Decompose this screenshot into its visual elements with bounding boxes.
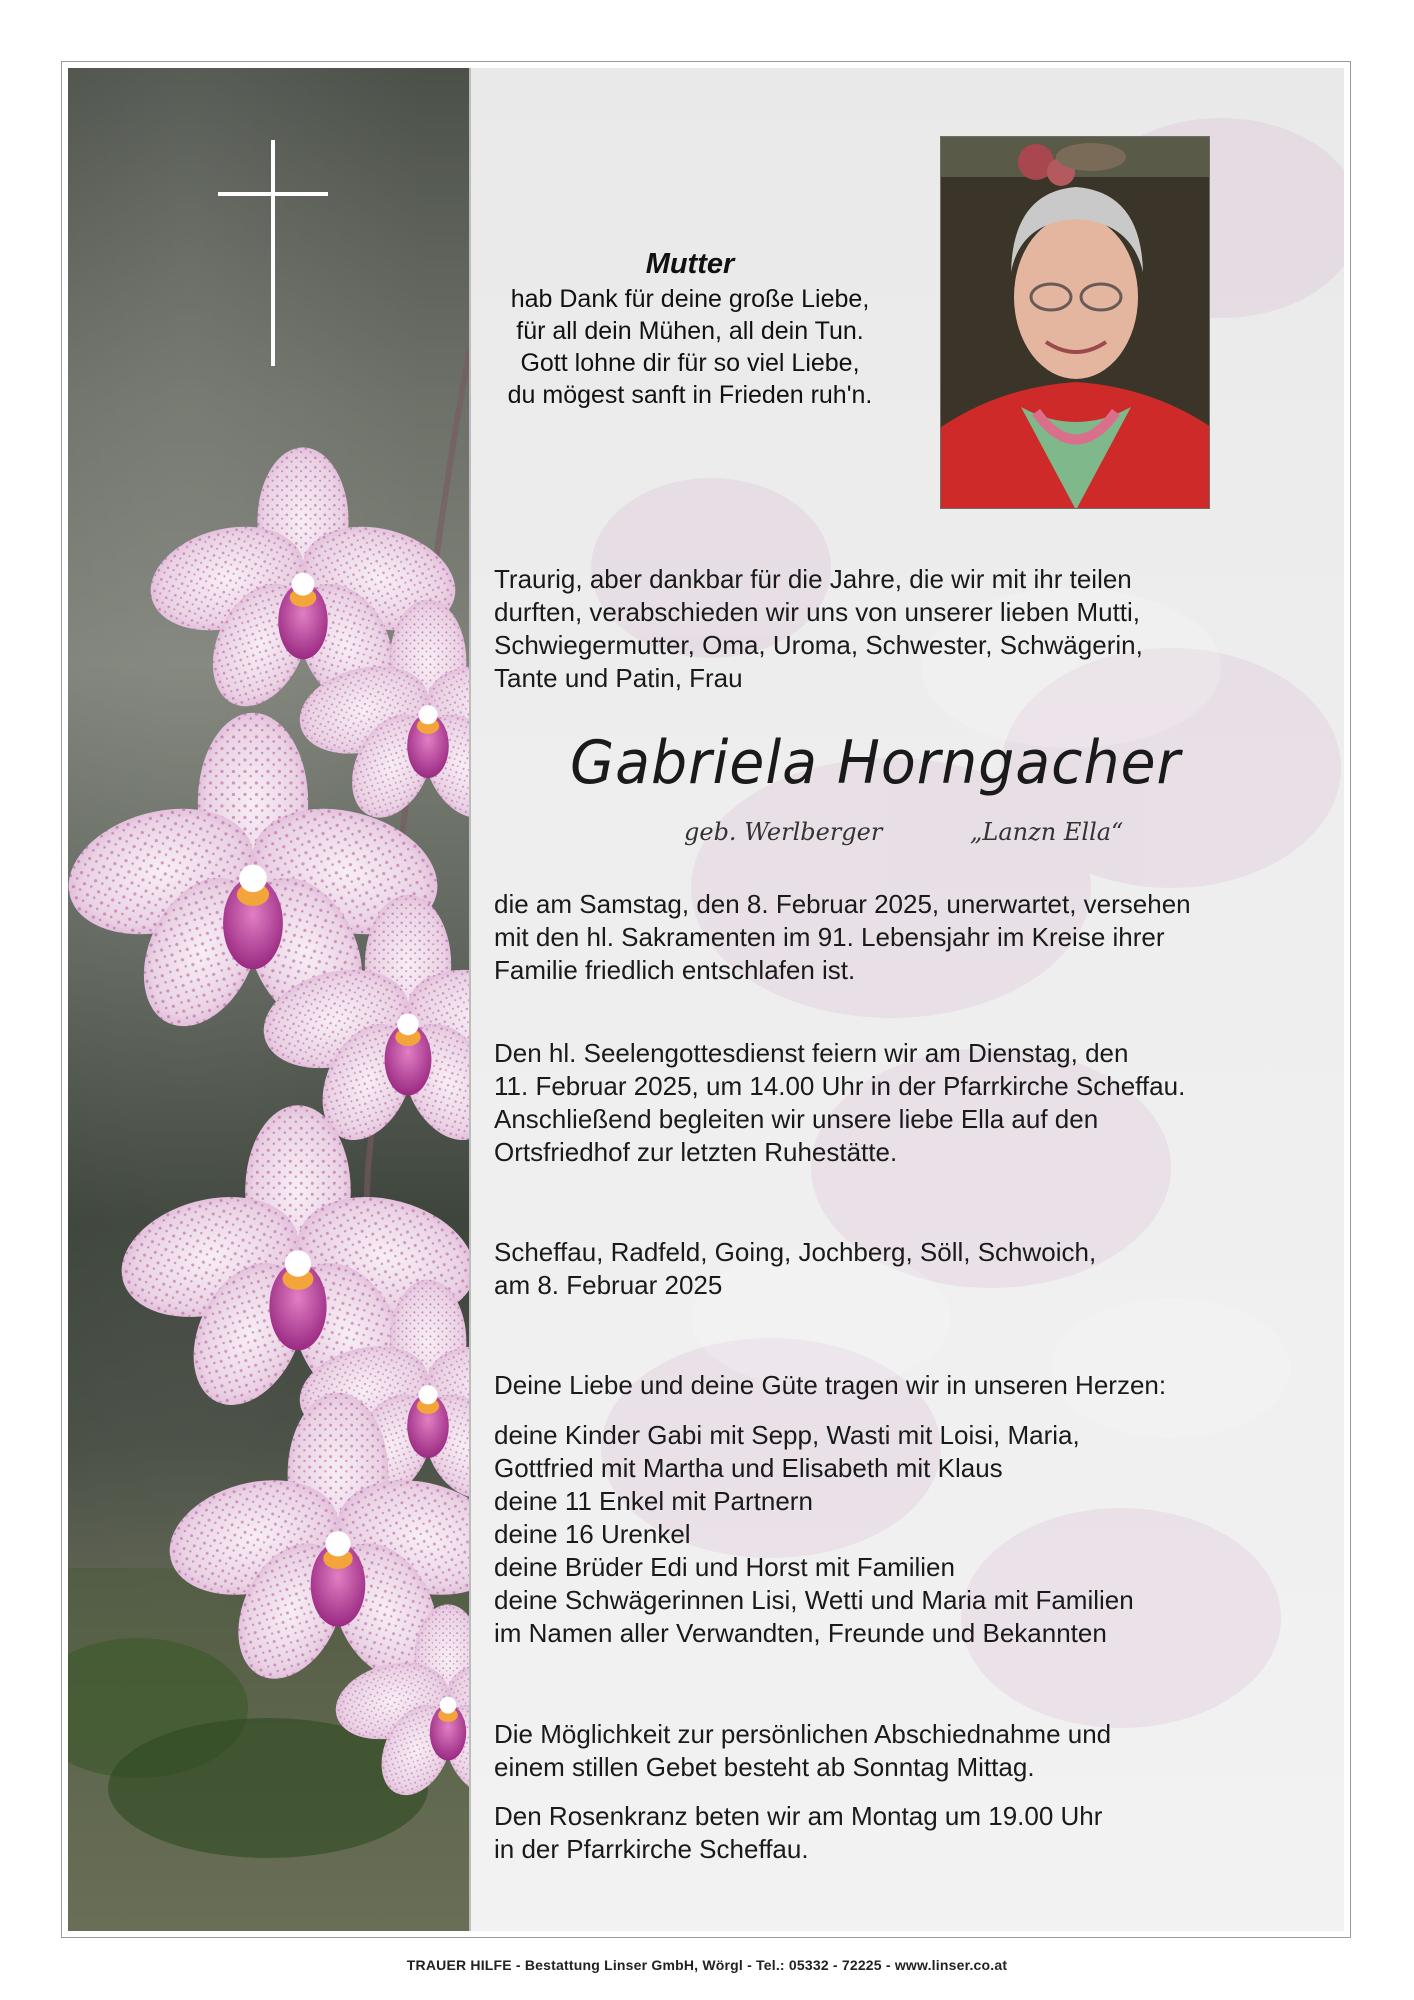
death-text xyxy=(494,888,1191,987)
funeral-home-footer: TRAUER HILFE - Bestattung Linser GmbH, Wörgl - Tel.: 05332 - 72225 - www.linser.co.at xyxy=(406,1957,1008,1973)
mourners-intro: Deine Liebe und deine Güte tragen wir in unseren Herzen: xyxy=(494,1370,1167,1400)
nickname: „Lanzn Ella“ xyxy=(970,818,1124,846)
mourner-line: deine 16 Urenkel xyxy=(494,1519,691,1549)
rosary-line: in der Pfarrkirche Scheffau. xyxy=(494,1834,809,1864)
intro-text xyxy=(494,563,1143,695)
service-line: Ortsfriedhof zur letzten Ruhestätte. xyxy=(494,1137,898,1167)
mourner-line: deine Schwägerinnen Lisi, Wetti und Maria mit Familien xyxy=(494,1585,1134,1615)
poem-line: du mögest sanft in Frieden ruh'n. xyxy=(507,381,873,409)
poem xyxy=(480,247,900,411)
place-date xyxy=(494,1236,1096,1302)
portrait-photo xyxy=(940,136,1210,509)
poem-line: für all dein Mühen, all dein Tun. xyxy=(516,317,864,345)
rosary-text xyxy=(494,1800,1102,1866)
birth-name: geb. Werlberger xyxy=(684,818,883,846)
service-line: 11. Februar 2025, um 14.00 Uhr in der Pfarrkirche Scheffau. xyxy=(494,1071,1186,1101)
intro-line: durften, verabschieden wir uns von unserer lieben Mutti, xyxy=(494,597,1141,627)
portrait-illustration xyxy=(941,137,1210,509)
death-line: Familie friedlich entschlafen ist. xyxy=(494,955,856,985)
mourners-list xyxy=(494,1419,1134,1650)
place-line: Scheffau, Radfeld, Going, Jochberg, Söll, Schwoich, xyxy=(494,1237,1097,1267)
deceased-name: Gabriela Horngacher xyxy=(570,728,1181,798)
farewell-line: einem stillen Gebet besteht ab Sonntag Mittag. xyxy=(494,1752,1035,1782)
intro-line: Tante und Patin, Frau xyxy=(494,663,743,693)
cross-icon-bar xyxy=(218,192,328,196)
service-text xyxy=(494,1037,1185,1169)
date-line: am 8. Februar 2025 xyxy=(494,1270,723,1300)
rosary-line: Den Rosenkranz beten wir am Montag um 19.00 Uhr xyxy=(494,1801,1103,1831)
farewell-line: Die Möglichkeit zur persönlichen Abschiednahme und xyxy=(494,1719,1112,1749)
farewell-text xyxy=(494,1718,1111,1784)
orchid-illustration xyxy=(68,68,470,1931)
orchid-photo-panel xyxy=(68,68,470,1931)
death-line: die am Samstag, den 8. Februar 2025, unerwartet, versehen xyxy=(494,889,1191,919)
mourner-line: deine 11 Enkel mit Partnern xyxy=(494,1486,813,1516)
mourner-line: im Namen aller Verwandten, Freunde und Bekannten xyxy=(494,1618,1107,1648)
death-line: mit den hl. Sakramenten im 91. Lebensjahr im Kreise ihrer xyxy=(494,922,1165,952)
cross-icon xyxy=(271,140,275,366)
poem-title: Mutter xyxy=(645,248,735,280)
mourner-line: deine Kinder Gabi mit Sepp, Wasti mit Loisi, Maria, xyxy=(494,1420,1080,1450)
poem-line: hab Dank für deine große Liebe, xyxy=(510,285,870,313)
poem-line: Gott lohne dir für so viel Liebe, xyxy=(520,349,860,377)
mourner-line: Gottfried mit Martha und Elisabeth mit Klaus xyxy=(494,1453,1003,1483)
service-line: Den hl. Seelengottesdienst feiern wir am Dienstag, den xyxy=(494,1038,1129,1068)
mourner-line: deine Brüder Edi und Horst mit Familien xyxy=(494,1552,955,1582)
intro-line: Schwiegermutter, Oma, Uroma, Schwester, Schwägerin, xyxy=(494,630,1143,660)
service-line: Anschließend begleiten wir unsere liebe Ella auf den xyxy=(494,1104,1099,1134)
intro-line: Traurig, aber dankbar für die Jahre, die wir mit ihr teilen xyxy=(494,564,1132,594)
